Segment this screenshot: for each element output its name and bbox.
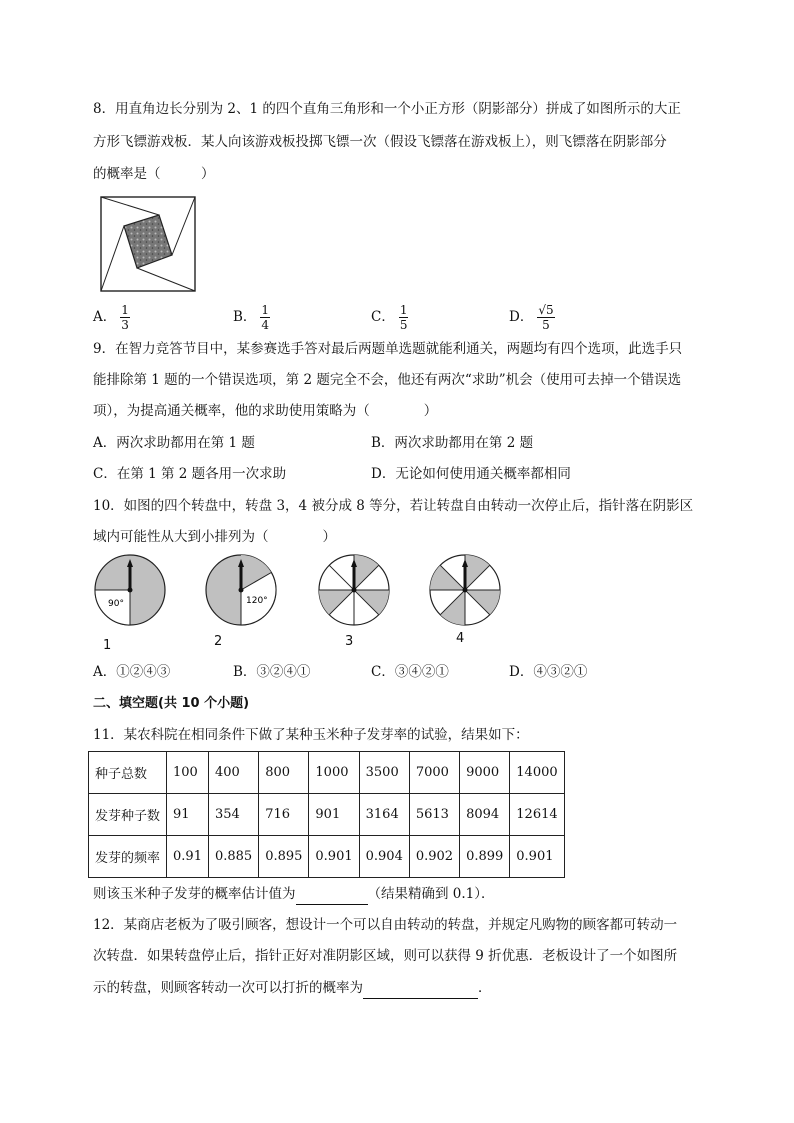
q8-line-3: 的概率是（ ） <box>93 166 215 182</box>
q8-option-a-fraction <box>120 303 130 332</box>
q8-option-b-letter: B． <box>233 309 257 325</box>
q8-line-2: 方形飞镖游戏板．某人向该游戏板投掷飞镖一次（假设飞镖落在游戏板上），则飞镖落在阴影部分 <box>93 134 667 150</box>
table-cell: 14000 <box>510 752 564 794</box>
table-cell: 9000 <box>460 752 510 794</box>
q10-option-c[interactable]: C．③④②① <box>371 664 449 680</box>
q8-option-c-fraction <box>399 303 409 332</box>
q8-option-a-den: 3 <box>121 318 129 332</box>
spinner-wheel-1 <box>93 553 167 627</box>
angle-label-90: 90° <box>108 599 124 609</box>
table-cell: 800 <box>259 752 309 794</box>
table-row <box>89 836 565 878</box>
table-cell: 0.902 <box>409 836 459 878</box>
table-cell: 8094 <box>460 794 510 836</box>
table-cell: 0.901 <box>309 836 359 878</box>
q11-answer-prefix: 则该玉米种子发芽的概率估计值为 <box>93 886 296 902</box>
table-cell: 3164 <box>359 794 409 836</box>
table-cell: 0.91 <box>167 836 209 878</box>
q8-option-b[interactable] <box>233 303 270 332</box>
q10-option-d[interactable]: D．④③②① <box>509 664 588 680</box>
q10-option-a[interactable]: A．①②④③ <box>93 664 171 680</box>
q8-line-1: 8．用直角边长分别为 2、1 的四个直角三角形和一个小正方形（阴影部分）拼成了如图所示的大正 <box>93 101 681 117</box>
germination-table <box>88 751 565 878</box>
table-cell: 354 <box>208 794 258 836</box>
q8-option-a-letter: A． <box>93 309 117 325</box>
q9-option-d[interactable]: D．无论如何使用通关概率都相同 <box>371 466 571 482</box>
q8-option-d[interactable] <box>509 303 555 332</box>
q8-option-c-num: 1 <box>399 303 408 317</box>
wheel-label-2: 2 <box>214 634 223 649</box>
section-2-title: 二、填空题(共 10 个小题) <box>93 696 250 711</box>
table-cell: 0.904 <box>359 836 409 878</box>
q10-option-b[interactable]: B．③②④① <box>233 664 311 680</box>
table-cell: 发芽的频率 <box>89 836 167 878</box>
q12-line-1: 12．某商店老板为了吸引顾客，想设计一个可以自由转动的转盘，并规定凡购物的顾客都可转动一 <box>93 917 678 933</box>
q9-option-a[interactable]: A．两次求助都用在第 1 题 <box>93 435 255 451</box>
table-cell: 0.901 <box>510 836 564 878</box>
q12-answer-blank[interactable] <box>363 978 478 999</box>
q9-line-2: 能排除第 1 题的一个错误选项，第 2 题完全不会，他还有两次“求助”机会（使用可去掉一个错误选 <box>93 372 682 388</box>
table-cell: 901 <box>309 794 359 836</box>
q8-option-d-fraction <box>537 303 554 332</box>
table-cell: 3500 <box>359 752 409 794</box>
table-cell: 12614 <box>510 794 564 836</box>
spinner-wheel-4 <box>428 553 502 627</box>
q8-option-c[interactable] <box>371 303 408 332</box>
dartboard-figure <box>100 196 196 292</box>
q12-line-2: 次转盘．如果转盘停止后，指针正好对准阴影区域，则可以获得 9 折优惠．老板设计了一个如图所 <box>93 948 678 964</box>
q8-option-d-num: √5 <box>538 303 554 317</box>
table-cell: 0.895 <box>259 836 309 878</box>
q11-line-1: 11．某农科院在相同条件下做了某种玉米种子发芽率的试验，结果如下： <box>93 727 529 743</box>
angle-label-120: 120° <box>246 596 268 606</box>
q8-option-a-num: 1 <box>121 303 129 317</box>
q8-option-a[interactable] <box>93 303 130 332</box>
q8-option-b-fraction <box>260 303 270 332</box>
q9-line-3: 项），为提高通关概率，他的求助使用策略为（ ） <box>93 403 438 419</box>
table-cell: 7000 <box>409 752 459 794</box>
q8-option-d-den: 5 <box>542 318 550 332</box>
wheel-label-1: 1 <box>103 638 112 653</box>
q9-line-1: 9．在智力竞答节目中，某参赛选手答对最后两题单选题就能利通关，两题均有四个选项，此选手只 <box>93 341 683 357</box>
q11-answer-line <box>93 884 495 905</box>
q12-line-3 <box>93 978 492 999</box>
q12-line-3-suffix: ． <box>478 980 492 996</box>
table-row <box>89 794 565 836</box>
q10-line-2: 域内可能性从大到小排列为（ ） <box>93 529 336 545</box>
spinner-wheel-3 <box>317 553 391 627</box>
q8-option-c-letter: C． <box>371 309 395 325</box>
q8-option-d-letter: D． <box>509 309 534 325</box>
table-cell: 种子总数 <box>89 752 167 794</box>
table-cell: 400 <box>208 752 258 794</box>
table-cell: 发芽种子数 <box>89 794 167 836</box>
q8-option-c-den: 5 <box>399 318 408 332</box>
spinner-wheel-2 <box>204 553 278 627</box>
q8-option-b-den: 4 <box>261 318 270 332</box>
table-cell: 0.899 <box>460 836 510 878</box>
wheel-label-3: 3 <box>345 634 354 649</box>
q8-option-b-num: 1 <box>261 303 270 317</box>
table-cell: 100 <box>167 752 209 794</box>
q12-line-3-prefix: 示的转盘，则顾客转动一次可以打折的概率为 <box>93 980 363 996</box>
q10-line-1: 10．如图的四个转盘中，转盘 3，4 被分成 8 等分，若让转盘自由转动一次停止后，指针落在阴影区 <box>93 498 694 514</box>
table-cell: 0.885 <box>208 836 258 878</box>
table-cell: 1000 <box>309 752 359 794</box>
table-row <box>89 752 565 794</box>
q11-answer-blank[interactable] <box>296 884 368 905</box>
wheel-label-4: 4 <box>456 631 465 646</box>
table-cell: 716 <box>259 794 309 836</box>
q9-option-c[interactable]: C．在第 1 第 2 题各用一次求助 <box>93 466 287 482</box>
table-cell: 91 <box>167 794 209 836</box>
table-cell: 5613 <box>409 794 459 836</box>
q9-option-b[interactable]: B．两次求助都用在第 2 题 <box>371 435 534 451</box>
q11-answer-suffix: （结果精确到 0.1）． <box>367 886 495 902</box>
